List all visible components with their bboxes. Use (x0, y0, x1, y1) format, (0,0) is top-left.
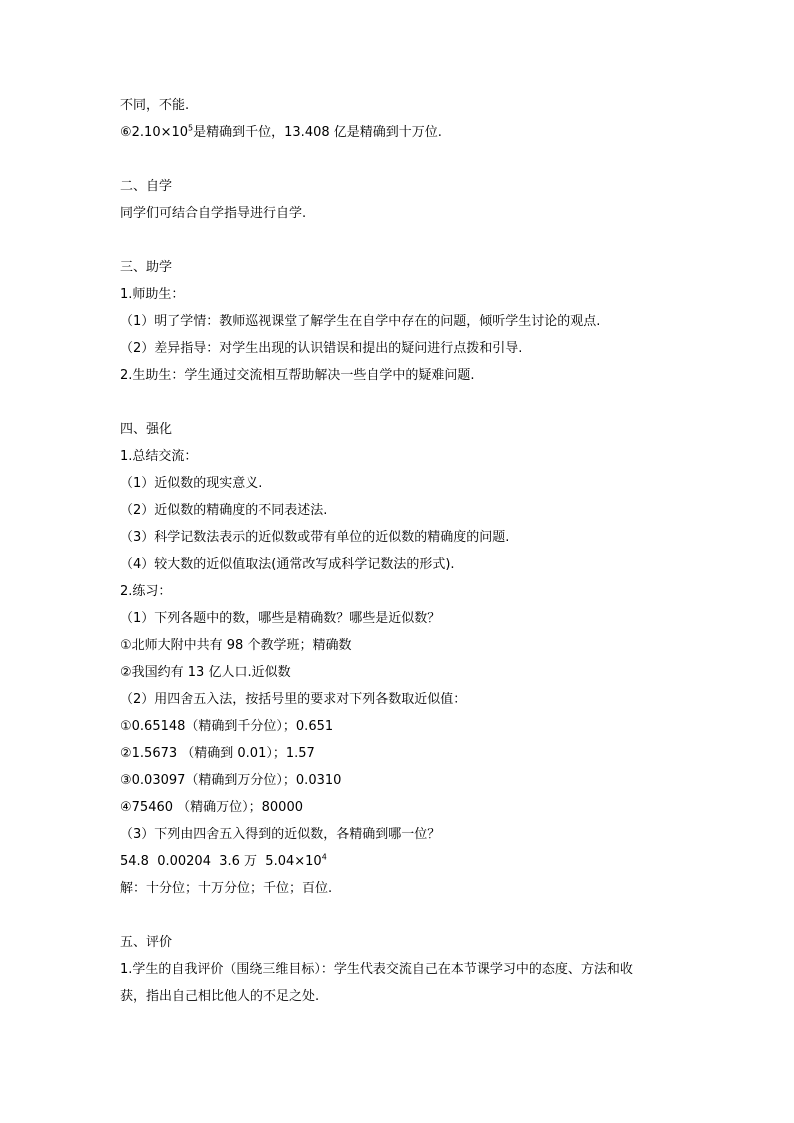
text-line: （2）用四舍五入法，按括号里的要求对下列各数取近似值： (120, 692, 467, 707)
text-line: （2）近似数的精确度的不同表述法. (120, 503, 328, 518)
section-heading-assist: 三、助学 (120, 260, 173, 275)
section-heading-reinforce: 四、强化 (120, 422, 173, 437)
text-line: （2）差异指导：对学生出现的认识错误和提出的疑问进行点拨和引导. (120, 341, 523, 356)
text-line-numbers (120, 848, 700, 875)
text-line: 同学们可结合自学指导进行自学. (120, 206, 307, 221)
text-line-answer: 解：十分位；十万分位；千位；百位. (120, 881, 333, 896)
section-spacer (120, 227, 700, 254)
text-line: 获，指出自己相比他人的不足之处. (120, 989, 320, 1004)
text-line: （1）近似数的现实意义. (120, 476, 263, 491)
text-line: 不同，不能. (120, 98, 190, 113)
document-body (120, 92, 700, 1010)
text-line-exercise: ④75460 （精确万位）；80000 (120, 800, 303, 815)
section-spacer (120, 146, 700, 173)
text-line: ②我国约有 13 亿人口.近似数 (120, 665, 291, 680)
text-line: 1.总结交流： (120, 449, 198, 464)
text-line: （1）明了学情：教师巡视课堂了解学生在自学中存在的问题，倾听学生讨论的观点. (120, 314, 601, 329)
text-line: 1.师助生： (120, 287, 185, 302)
section-heading-evaluate: 五、评价 (120, 935, 173, 950)
text-line-exercise: ③0.03097（精确到万分位）；0.0310 (120, 773, 342, 788)
text-line-exercise: ②1.5673 （精确到 0.01）；1.57 (120, 746, 315, 761)
text-line-scientific-notation (120, 119, 700, 146)
text-line: 1.学生的自我评价（围绕三维目标）：学生代表交流自己在本节课学习中的态度、方法和收 (120, 962, 633, 977)
section-spacer (120, 902, 700, 929)
text-line: （3）科学记数法表示的近似数或带有单位的近似数的精确度的问题. (120, 530, 510, 545)
exponent: 5 (188, 123, 194, 133)
text-line: 2.生助生：学生通过交流相互帮助解决一些自学中的疑难问题. (120, 368, 475, 383)
text-segment: 54.8 0.00204 3.6 万 5.04×10 (120, 854, 322, 869)
section-spacer (120, 389, 700, 416)
text-line-exercise: ①0.65148（精确到千分位）；0.651 (120, 719, 334, 734)
exponent: 4 (321, 852, 327, 862)
text-line: 2.练习： (120, 584, 172, 599)
text-segment: ⑥2.10×10 (120, 125, 189, 140)
text-segment: 是精确到千位，13.408 亿是精确到十万位. (193, 125, 442, 140)
text-line: （3）下列由四舍五入得到的近似数，各精确到哪一位？ (120, 827, 441, 842)
text-line: （1）下列各题中的数，哪些是精确数？哪些是近似数？ (120, 611, 441, 626)
text-line: （4）较大数的近似值取法(通常改写成科学记数法的形式). (120, 557, 455, 572)
section-heading-self-study: 二、自学 (120, 179, 173, 194)
text-line: ①北师大附中共有 98 个教学班；精确数 (120, 638, 352, 653)
